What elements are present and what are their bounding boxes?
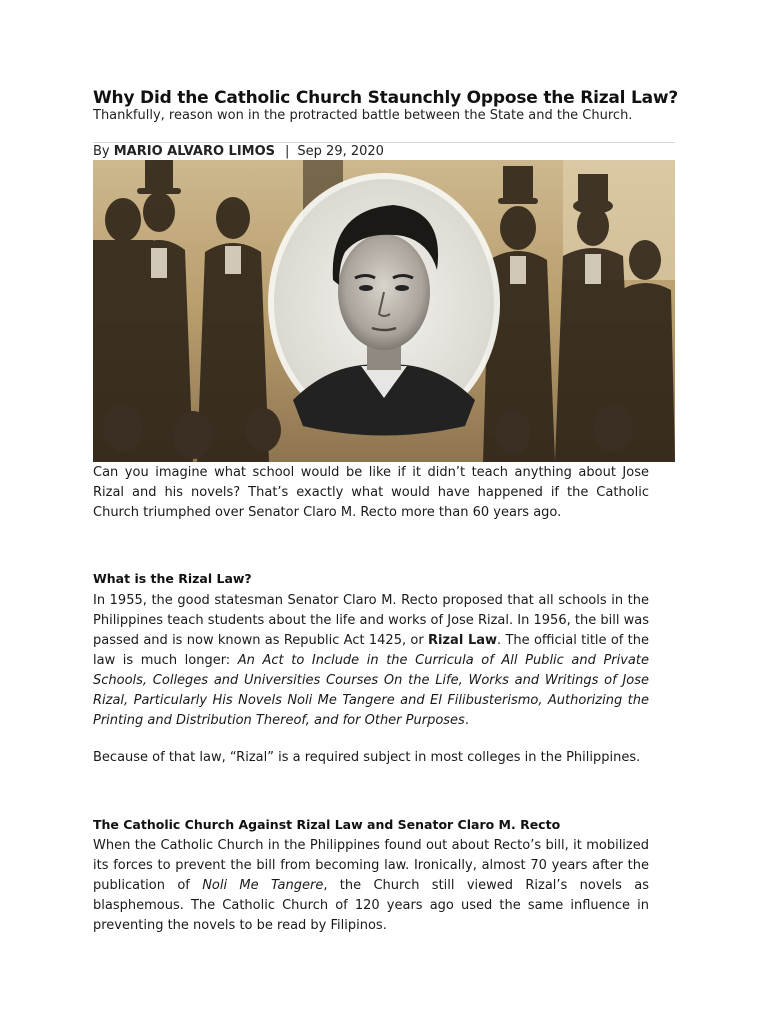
publish-date: Sep 29, 2020 [297, 144, 384, 159]
church-opposition-paragraph [93, 836, 649, 936]
law-full-title: An Act to Include in the Curricula of All Public and Private Schools, Colleges and Universities Courses On the Life, Works and Writings of Jose Rizal, Particularly His Novels Noli Me Tangere and El Filibusterismo, Authorizing the Printing and Distribution Thereof, and for Other Purposes [93, 653, 649, 728]
rizal-portrait-illustration [93, 160, 675, 462]
intro-paragraph: Can you imagine what school would be like if it didn’t teach anything about Jose Rizal and his novels? That’s exactly what would have happened if the Catholic Church triumphed over Senator Claro M. Recto more than 60 years ago. [93, 465, 649, 520]
required-subject-paragraph: Because of that law, “Rizal” is a required subject in most colleges in the Philippines. [93, 750, 641, 765]
title-divider [93, 142, 675, 143]
author-name[interactable]: MARIO ALVARO LIMOS [113, 144, 276, 159]
section-heading-rizal-law: What is the Rizal Law? [93, 571, 252, 586]
byline-separator: | [285, 144, 290, 159]
rizal-law-paragraph [93, 591, 649, 731]
p2-text-c: . The official title of the law is much longer: [93, 633, 649, 668]
article-title: Why Did the Catholic Church Staunchly Oppose the Rizal Law? [93, 88, 679, 108]
p2-text-e: . [464, 713, 469, 728]
section-heading-church-against: The Catholic Church Against Rizal Law and Senator Claro M. Recto [93, 817, 561, 832]
hero-image [93, 160, 675, 462]
rizal-law-bold: Rizal Law [428, 633, 498, 648]
p4-text-a: When the Catholic Church in the Philippines found out about Recto’s bill, it mobilized its forces to prevent the bill from becoming law. Ironically, almost 70 years after the publication of [93, 838, 649, 893]
byline-prefix: By [93, 144, 114, 159]
byline [93, 144, 384, 159]
p2-text-a: In 1955, the good statesman Senator Claro M. Recto proposed that all schools in the Philippines teach students about the life and works of Jose Rizal. In 1956, the bill was passed and is now known as Republic Act 1425, or [93, 593, 649, 648]
article-subtitle: Thankfully, reason won in the protracted battle between the State and the Church. [93, 108, 633, 123]
p4-text-c: , the Church still viewed Rizal’s novels as blasphemous. The Catholic Church of 120 years ago used the same influence in preventing the novels to be read by Filipinos. [93, 878, 649, 933]
noli-me-tangere-italic: Noli Me Tangere [202, 878, 324, 893]
